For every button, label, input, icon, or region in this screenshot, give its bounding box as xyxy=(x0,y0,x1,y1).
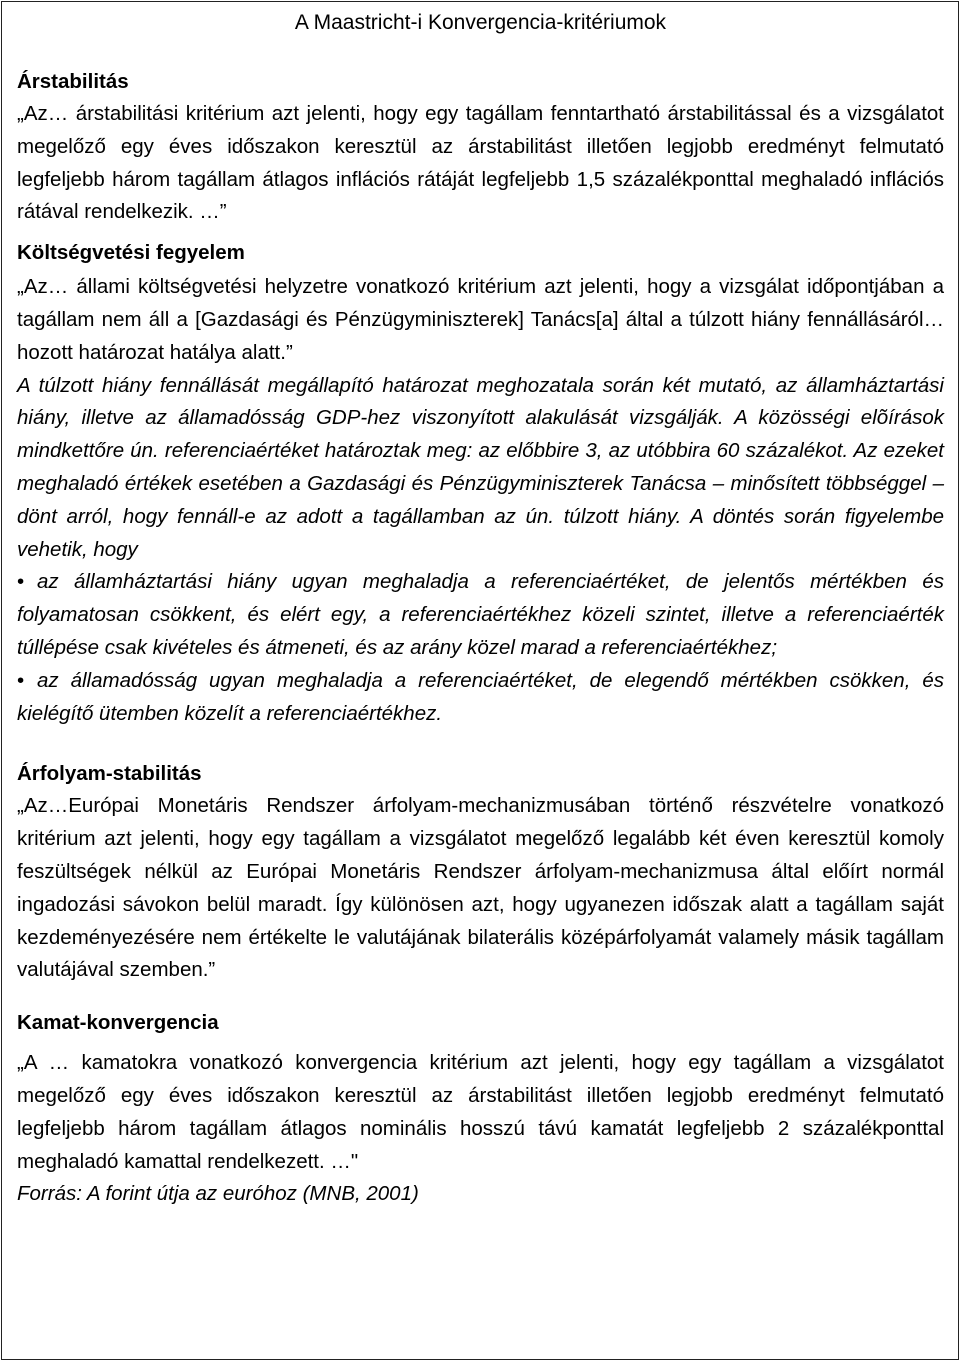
section-italic-text: A túlzott hiány fennállását megállapító határozat meghozatala során két mutató, az államháztartási hiány, illetve az államadósság GDP-hez viszonyított alakulását vizsgálják. A közösségi elõírások mindkettőre ún. referenciaértéket határoztak meg: az előbbire 3, az utóbbira 60 százalékot. Az ezeket meghaladó értékek esetében a Gazdasági és Pénzügyminiszterek Tanácsa – minősített többséggel – dönt arról, hogy fennáll-e az adott a tagállamban az ún. túlzott hiány. A döntés során figyelembe vehetik, hogy xyxy=(17,373,944,561)
section-text: „Az… állami költségvetési helyzetre vonatkozó kritérium azt jelenti, hogy a vizsgálat időpontjában a tagállam nem áll a [Gazdasági és Pénzügyminiszterek] Tanács[a] által a túlzott hiány fennállásáról… hozott határozat hatálya alatt.” xyxy=(17,275,944,364)
section-exchange-rate xyxy=(17,758,944,987)
document-page xyxy=(1,1,959,1360)
list-item-text: az államadósság ugyan meghaladja a referenciaértéket, de elegendő mértékben csökken, és kielégítő ütemben közelít a referenciaértékhez. xyxy=(17,668,944,725)
section-budget-discipline xyxy=(17,237,944,730)
spacer xyxy=(17,38,944,66)
list-item-text: az államháztartási hiány ugyan meghaladja a referenciaértéket, de jelentős mértékben és folyamatosan csökkent, és elért egy, a referenciaértékhez közeli szintet, illetve a referenciaérték túllépése csak kivételes és átmeneti, és az arány közel marad a referenciaértékhez; xyxy=(17,570,944,659)
bullet-list xyxy=(17,566,944,730)
section-interest-rate xyxy=(17,1007,944,1210)
section-text: „A … kamatokra vonatkozó konvergencia kritérium azt jelenti, hogy egy tagállam a vizsgálatot megelőző egy éves időszakon keresztül az árstabilitást illetően legjobb eredményt felmutató legfeljebb három tagállam átlagos nominális hosszú távú kamatát legfeljebb 2 százalékponttal meghaladó kamattal rendelkezett. …" xyxy=(17,1051,944,1173)
section-heading: Árstabilitás xyxy=(17,70,129,93)
bullet-icon: • xyxy=(17,668,25,692)
section-heading: Árfolyam-stabilitás xyxy=(17,762,202,786)
list-item xyxy=(17,665,944,731)
section-text: „Az… árstabilitási kritérium azt jelenti, hogy egy tagállam fenntartható árstabilitással és a vizsgálatot megelőző egy éves időszakon keresztül az árstabilitást illetően legjobb eredményt felmutató legfeljebb három tagállam átlagos inflációs rátáját legfeljebb 1,5 százalékponttal meghaladó inflációs rátával rendelkezik. …” xyxy=(17,102,944,224)
source-citation: Forrás: A forint útja az euróhoz (MNB, 2001) xyxy=(17,1182,419,1206)
section-text: „Az…Európai Monetáris Rendszer árfolyam-mechanizmusában történő részvételre vonatkozó kritérium azt jelenti, hogy egy tagállam a vizsgálatot megelőző legalább két éven keresztül komoly feszültségek nélkül az Európai Monetáris Rendszer árfolyam-mechanizmusa által előírt normál ingadozási sávokon belül maradt. Így különösen azt, hogy ugyanezen időszak alatt a tagállam saját kezdeményezésére nem értékelte le valutájának bilaterális középárfolyamát valamely másik tagállam valutájával szemben.” xyxy=(17,794,944,982)
bullet-icon: • xyxy=(17,570,25,594)
section-price-stability xyxy=(17,66,944,229)
section-heading: Költségvetési fegyelem xyxy=(17,241,245,265)
section-heading: Kamat-konvergencia xyxy=(17,1011,219,1035)
list-item xyxy=(17,566,944,664)
document-title: A Maastricht-i Konvergencia-kritériumok xyxy=(294,11,667,34)
